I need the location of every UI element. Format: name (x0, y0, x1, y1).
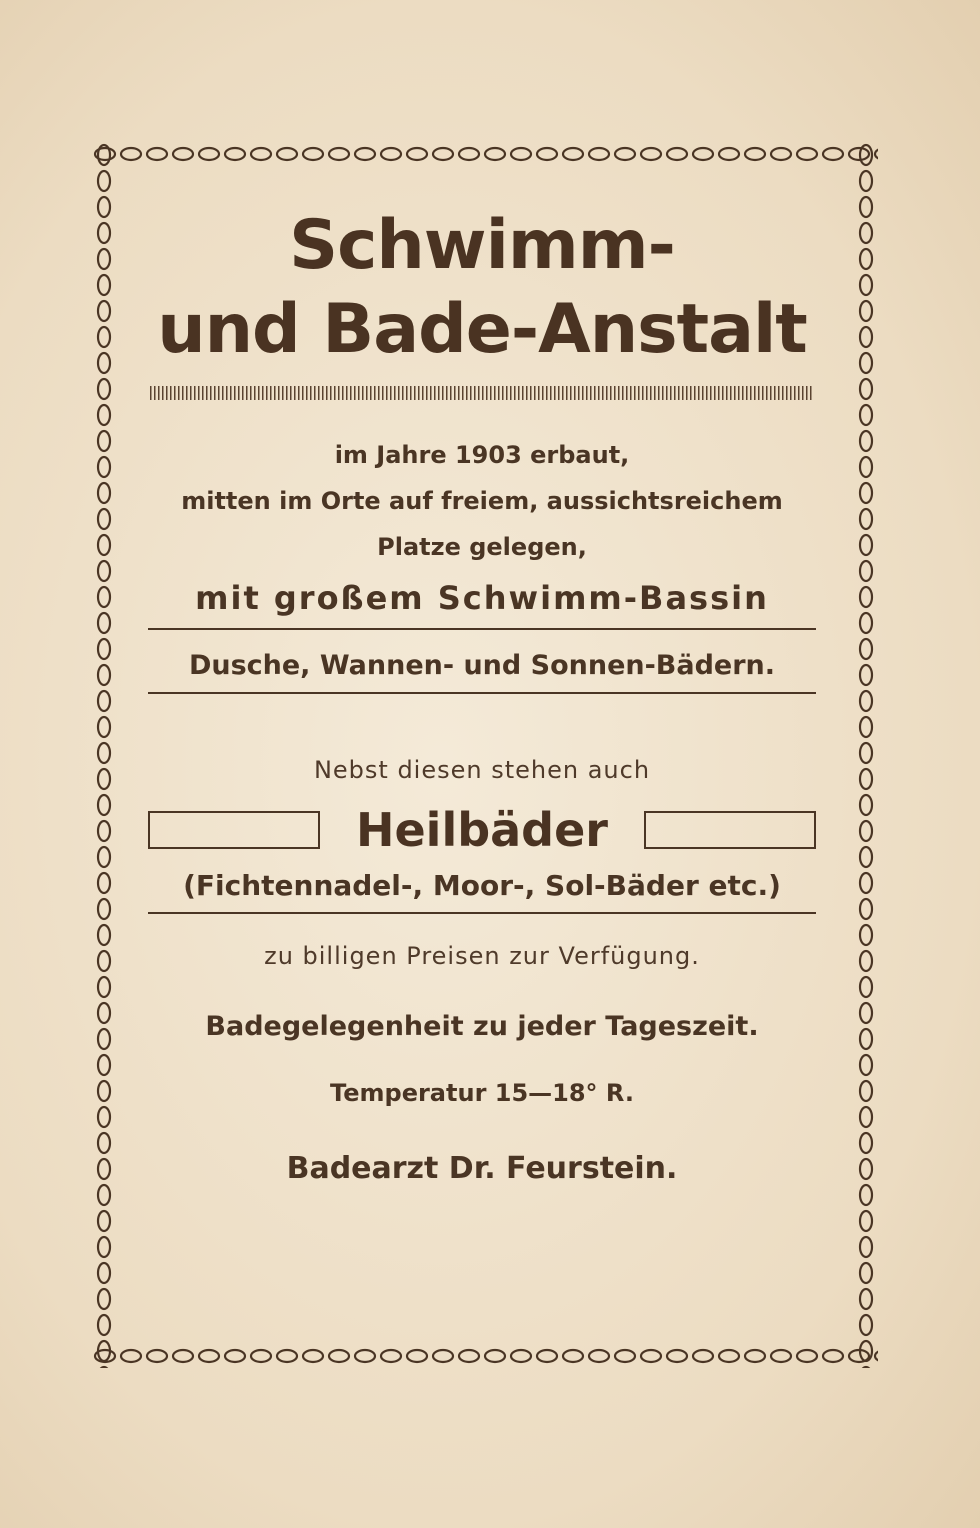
intro-line-3: Platze gelegen, (377, 533, 587, 561)
intro-line-1: im Jahre 1903 erbaut, (334, 441, 630, 469)
chain-border-bottom (92, 1344, 878, 1368)
heilbaeder-row (148, 800, 816, 860)
chain-border-left (92, 142, 116, 1368)
decorative-box-left (148, 811, 320, 849)
decorative-box-right (644, 811, 816, 849)
extras-list: (Fichtennadel-, Moor-, Sol-Bäder etc.) (148, 864, 816, 914)
title-line-2: und Bade-Anstalt (157, 290, 807, 369)
title-line-1: Schwimm- (289, 206, 675, 285)
ornamental-border (92, 142, 878, 1368)
info-doctor: Badearzt Dr. Feurstein. (286, 1151, 678, 1186)
chain-border-right (854, 142, 878, 1368)
hatched-divider (150, 386, 814, 400)
extras-availability: zu billigen Preisen zur Verfügung. (264, 942, 700, 970)
advertisement-content (148, 204, 816, 1194)
chain-border-top (92, 142, 878, 166)
extras-lead: Nebst diesen stehen auch (313, 756, 651, 784)
info-temperature: Temperatur 15—18° R. (330, 1079, 634, 1107)
feature-main: mit großem Schwimm-Bassin (148, 574, 816, 630)
info-hours: Badegelegenheit zu jeder Tageszeit. (205, 1011, 759, 1042)
feature-sub: Dusche, Wannen- und Sonnen-Bädern. (148, 644, 816, 694)
heilbaeder-heading: Heilbäder (355, 803, 608, 857)
intro-line-2: mitten im Orte auf freiem, aussichtsreichem (181, 487, 783, 515)
